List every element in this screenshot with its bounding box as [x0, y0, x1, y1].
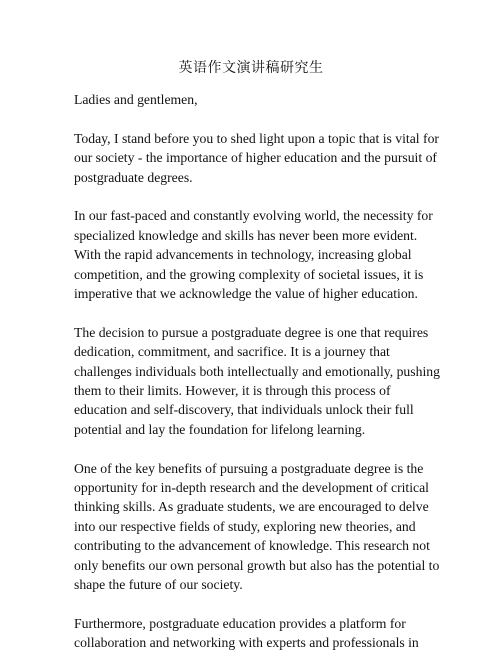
- paragraph-necessity: In our fast-paced and constantly evolving world, the necessity for specialized knowledge and skills has never been more evident. With the rapid advancements in technology, increasing global competition, and the growing complexity of societal issues, it is imperative that we acknowledge the value of higher education.: [74, 208, 433, 302]
- document-title: 英语作文演讲稿研究生: [178, 60, 324, 76]
- document-body: [74, 90, 442, 672]
- paragraph-decision: The decision to pursue a postgraduate degree is one that requires dedication, commitment, and sacrifice. It is a journey that challenges individuals both intellectually and emotionally, pushing them to their limits. However, it is through this process of education and self-discovery, that individuals unlock their full potential and lay the foundation for lifelong learning.: [74, 324, 440, 437]
- paragraph-intro: Today, I stand before you to shed light upon a topic that is vital for our society - the importance of higher education and the pursuit of postgraduate degrees.: [74, 130, 439, 185]
- paragraph-research-benefits: One of the key benefits of pursuing a postgraduate degree is the opportunity for in-depth research and the development of critical thinking skills. As graduate students, we are encouraged to delve into our respective fields of study, exploring new theories, and contributing to the advancement of knowledge. This research not only benefits our own personal growth but also has the potential to shape the future of our society.: [74, 460, 440, 593]
- paragraph-collaboration: Furthermore, postgraduate education provides a platform for collaboration and networking with experts and professionals in: [74, 615, 419, 651]
- greeting-line: Ladies and gentlemen,: [74, 92, 198, 107]
